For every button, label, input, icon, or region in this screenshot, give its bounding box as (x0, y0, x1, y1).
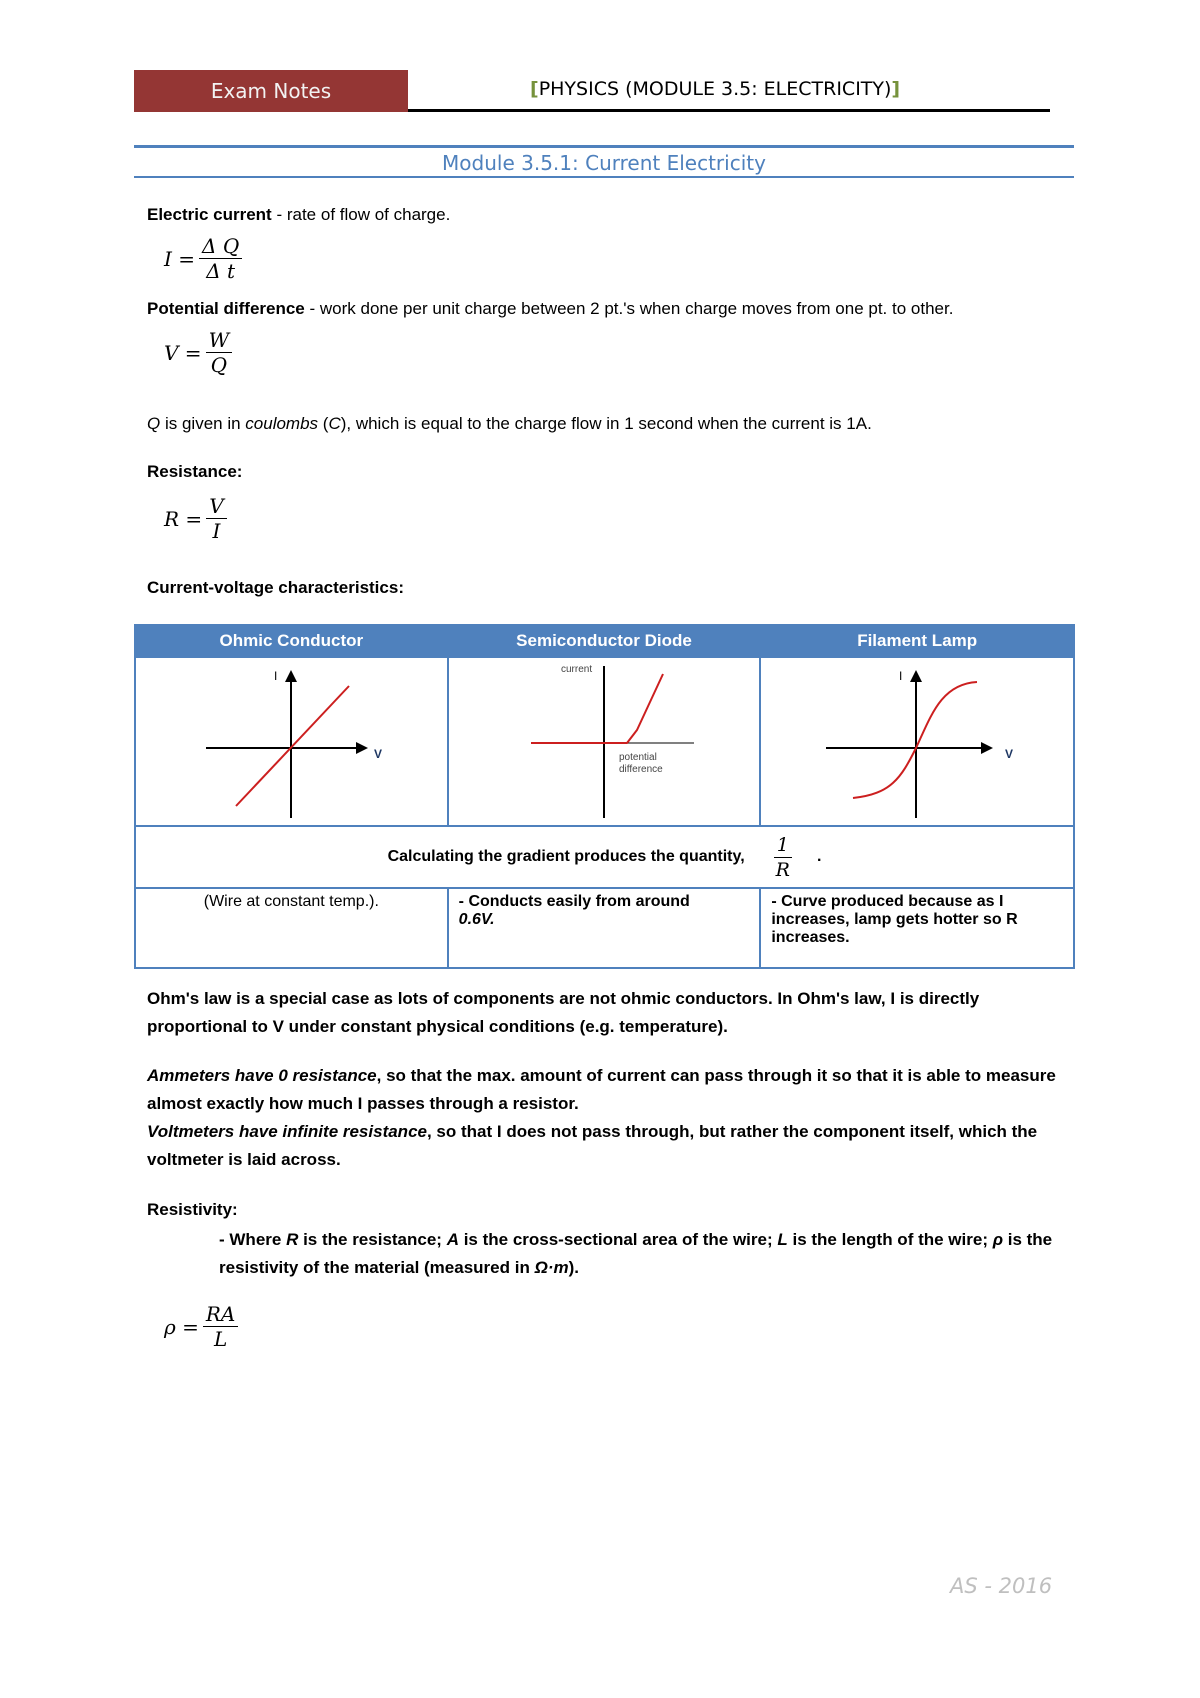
coulomb-t2: ( (318, 414, 329, 433)
header-lamp: Filament Lamp (760, 625, 1074, 657)
resistance-formula (164, 494, 227, 543)
ohmic-y-arrow (285, 670, 297, 682)
resistance-lhs: R = (164, 506, 203, 531)
coulomb-t3: ), which is equal to the charge flow in 1 second when the current is 1A. (340, 414, 872, 433)
pd-definition (147, 299, 953, 319)
pd-label: Potential difference (147, 299, 305, 318)
resistivity-formula (164, 1302, 238, 1351)
voltmeter-paragraph (147, 1118, 1067, 1174)
diode-graph (449, 658, 759, 820)
gradient-den: R (775, 858, 790, 881)
current-label: Electric current (147, 205, 272, 224)
lamp-graph (761, 658, 1071, 820)
current-den: Δ t (206, 259, 236, 283)
bracket-close: ] (891, 78, 901, 100)
voltmeter-rest: , so that I does not pass through, but rather the component itself, which the voltmeter is laid across. (147, 1122, 1038, 1169)
diode-current-label: current (560, 664, 592, 675)
resistivity-label: Resistivity: (147, 1200, 238, 1219)
resistivity-num: RA (203, 1302, 239, 1327)
ohmic-graph-cell (135, 657, 448, 826)
gradient-fraction (773, 833, 793, 882)
a-symbol: A (446, 1230, 459, 1249)
coulomb-statement (147, 414, 872, 434)
diode-note-b: 0.6V. (458, 911, 495, 928)
current-desc: - rate of flow of charge. (271, 205, 451, 224)
bracket-open: [ (530, 78, 539, 100)
ohmic-x-arrow (356, 742, 368, 754)
r-symbol: R (286, 1230, 299, 1249)
resistivity-lhs: ρ = (164, 1314, 199, 1339)
lamp-note: - Curve produced because as I increases, lamp gets hotter so R increases. (760, 888, 1074, 968)
pd-den: Q (210, 353, 228, 377)
ammeter-paragraph (147, 1062, 1067, 1118)
pd-num: W (206, 328, 233, 353)
resistance-num: V (206, 494, 226, 519)
ohms-law-paragraph: Ohm's law is a special case as lots of components are not ohmic conductors. In Ohm's law, I is directly proportional to V under constant physical conditions (e.g. temperature). (147, 989, 980, 1036)
pd-desc: - work done per unit charge between 2 pt.'s when charge moves from one pt. to other. (304, 299, 954, 318)
resistance-den: I (212, 519, 221, 543)
header-title (530, 78, 900, 100)
gradient-text: Calculating the gradient produces the quantity, (387, 848, 745, 865)
header-diode: Semiconductor Diode (448, 625, 761, 657)
lamp-x-arrow (981, 742, 993, 754)
ohmic-note: (Wire at constant temp.). (135, 888, 448, 968)
diode-pd-label-2: difference (618, 764, 663, 775)
coulomb-t1: is given in (160, 414, 246, 433)
coulomb-unit: coulombs (245, 414, 319, 433)
current-lhs: I = (164, 246, 196, 271)
l-symbol: L (777, 1230, 788, 1249)
diode-curve (531, 674, 663, 743)
c-symbol: C (328, 414, 341, 433)
q-symbol: Q (147, 414, 161, 433)
module-title: Module 3.5.1: Current Electricity (134, 145, 1074, 178)
gradient-num: 1 (774, 833, 792, 858)
resistivity-den: L (213, 1327, 228, 1351)
pd-formula (164, 328, 232, 377)
diode-note-a: - Conducts easily from around (458, 893, 690, 910)
pd-lhs: V = (164, 340, 202, 365)
voltmeter-italic: Voltmeters have infinite resistance (147, 1122, 427, 1141)
iv-characteristics-table (134, 624, 1075, 969)
ohm-metre-unit: Ω·m (534, 1258, 569, 1277)
footer-label: AS - 2016 (950, 1574, 1053, 1598)
header-rule (408, 109, 1050, 112)
ohmic-graph (136, 658, 446, 820)
current-definition (147, 205, 450, 225)
resistivity-description: - Where R is the resistance; A is the cross-sectional area of the wire; L is the length of the wire; ρ is the resistivity of the material (measured in Ω·m). (219, 1230, 1053, 1277)
gradient-end: . (816, 848, 822, 865)
lamp-v-label: V (1005, 747, 1014, 761)
lamp-graph-cell (760, 657, 1074, 826)
ohmic-v-label: V (374, 747, 383, 761)
diode-note (448, 888, 761, 968)
gradient-row (135, 826, 1074, 888)
current-num: Δ Q (199, 234, 242, 259)
cv-label: Current-voltage characteristics: (147, 578, 404, 597)
ammeter-rest: , so that the max. amount of current can pass through it so that it is able to measure almost exactly how much I passes through a resistor. (147, 1066, 1056, 1113)
lamp-i-label: I (899, 669, 903, 683)
resistance-label: Resistance: (147, 462, 243, 481)
lamp-y-arrow (910, 670, 922, 682)
ammeter-italic: Ammeters have 0 resistance (147, 1066, 377, 1085)
diode-graph-cell (448, 657, 761, 826)
diode-pd-label-1: potential (618, 752, 657, 763)
header-label: Exam Notes (210, 79, 332, 103)
rho-symbol: ρ (992, 1230, 1004, 1249)
ohmic-i-label: I (274, 669, 278, 683)
current-formula (164, 234, 242, 283)
ohmic-line (236, 686, 349, 806)
header-label-box (134, 70, 408, 112)
header-title-text: PHYSICS (MODULE 3.5: ELECTRICITY) (538, 78, 892, 100)
header-ohmic: Ohmic Conductor (135, 625, 448, 657)
